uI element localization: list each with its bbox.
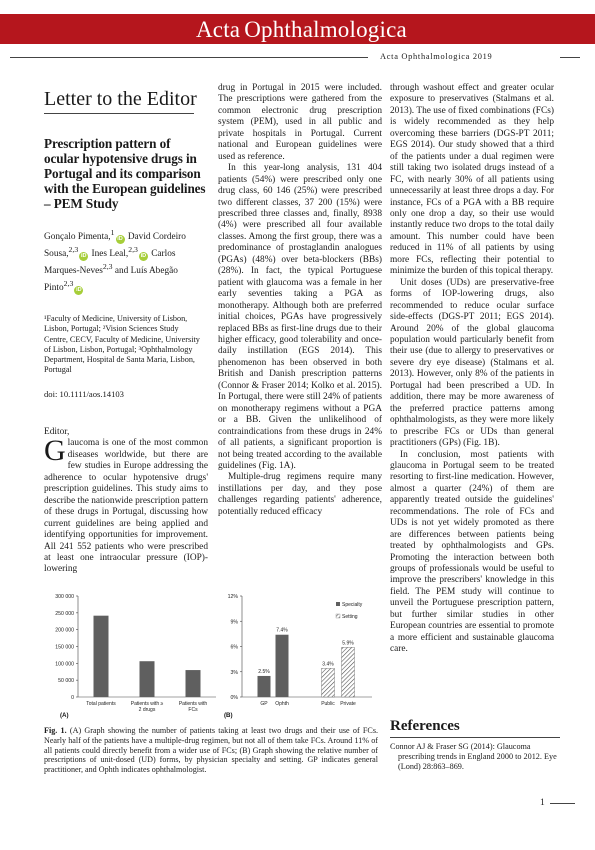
x-tick-label: Total patients — [86, 701, 116, 707]
panel-label: (A) — [60, 712, 69, 719]
orcid-icon[interactable]: iD — [117, 236, 123, 243]
author-sup: 2,3 — [68, 245, 79, 255]
author-sup: 2,3 — [102, 262, 113, 272]
x-tick-label: Public — [321, 701, 335, 707]
caption-text: (A) Graph showing the number of patients taking at least two drugs and their use of FCs. Nearly half of the patients have a multiple-drug regimen, but not all of them take FCs. Around 11% of all patients could directly benefit from a wider use of FCs; (B) Graph showing the relative number of prescriptions of unit-dosed (UD) forms, by physician specialty and setting. GP indicates general practitioner, and Ophth indicates ophthalmologist. — [44, 726, 378, 775]
running-head-rule-right — [560, 57, 580, 58]
body-paragraph — [44, 434, 208, 575]
y-tick-label: 0% — [230, 695, 238, 701]
data-label: 2.5% — [258, 668, 270, 675]
orcid-icon[interactable]: iD — [80, 253, 87, 260]
legend-swatch — [336, 614, 340, 618]
author-name: Gonçalo Pimenta, — [44, 232, 111, 243]
data-label: 7.4% — [276, 627, 288, 634]
body-paragraph-text: laucoma is one of the most common diseases worldwide, but there are few studies in Europe addressing the adherence to ocular hypotensive drugs' prescription guidelines. This study aims to describe the nationwide prescription pattern of these drugs in Portugal, discussing how current guidelines are being applied and identifying opportunities for improvement. All 241 552 patients who were prescribed at least one intraocular pressure (IOP)-lowering — [44, 438, 208, 575]
journal-title — [196, 18, 407, 41]
references-heading: References — [390, 718, 460, 734]
author-name: David Cordeiro Sousa, — [44, 232, 186, 260]
body-column-3 — [390, 83, 554, 656]
journal-title-lead: Acta — [196, 17, 241, 42]
body-column-1 — [44, 427, 208, 576]
salutation: Editor, — [44, 427, 70, 437]
affiliations: ¹Faculty of Medicine, University of Lisbon, Lisbon, Portugal; ²Vision Sciences Study Centre, CECV, Faculty of Medicine, University of Lisbon, Lisbon, Portugal; ³Ophthalmology Department, Hospital de Santa Maria, Lisbon, Portugal — [44, 314, 200, 375]
body-paragraph: Unit doses (UDs) are preservative-free forms of IOP-lowering drugs, also recommended to reduce ocular surface side-effects (DGS-PT 2011; EGS 2014). Around 20% of the global glaucoma population would particularly benefit from their use (due to allergy to preservatives or severe dry eye disease) (Stalmans et al. 2013). However, only 8% of the patients in Portugal had been prescribed a UD. In addition, there may be more awareness of the preferred practice patterns among ophthalmologists, as they were more likely to prescribe FCs or UDs than general practitioners (GPs) (Fig. 1B). — [390, 277, 554, 449]
body-column-2 — [218, 83, 382, 518]
x-tick-label: 2 drugs — [138, 707, 156, 713]
caption-label: Fig. 1. — [44, 726, 67, 735]
bar — [276, 635, 289, 697]
y-tick-label: 100 000 — [55, 661, 74, 668]
data-label: 3.4% — [322, 661, 334, 668]
y-tick-label: 6% — [230, 644, 238, 651]
body-paragraph: In conclusion, most patients with glaucoma in Portugal seem to be treated resorting to first-line medication. However, almost a quarter (24%) of them are apparently treated outside the guidelines' recommendations. The role of FCs and UDs is not yet widely promoted as there are differences between patients being treated by ophthalmologists and GPs. Promoting the interaction between both groups of professionals would be useful to improve the prescribers' knowledge in this field. The PEM study will continue to unveil the Portuguese prescription pattern, but further similar studies in other European countries are essential to promote a more efficient and sustainable glaucoma care. — [390, 449, 554, 655]
body-paragraph: through washout effect and greater ocular exposure to preservatives (Stalmans et al. 2013). The use of fixed combinations (FCs) is widely recommended as they help overcoming these barriers (DGS-PT 2011; EGS 2014). Our study showed that a third of the patients under a dual regimen were still taking two isolated drugs instead of a FC, with nearly 30% of all patients using unnecessarily at least three drops a day. For instance, FCs of a PGA with a BB require only one drop a day, so their use would instantly reduce two drops to the total daily amount. This number could have been reduced in 11% of all patients by using more FCs, reflecting their potential to minimize the burden of this topical therapy. — [390, 83, 554, 277]
running-head-rule — [10, 57, 368, 58]
y-tick-label: 200 000 — [55, 627, 74, 634]
y-tick-label: 300 000 — [55, 594, 74, 600]
doi-link[interactable]: doi: 10.1111/aos.14103 — [44, 389, 124, 399]
reference-item: Connor AJ & Fraser SG (2014): Glaucoma prescribing trends in England 2000 to 2012. Eye (Lond) 28:863–869. — [390, 742, 557, 771]
author-sup: 2,3 — [128, 245, 138, 255]
panel-label: (B) — [224, 712, 233, 719]
bar — [140, 661, 155, 697]
author-sup: 2,3 — [63, 278, 74, 288]
body-paragraph: drug in Portugal in 2015 were included. The prescriptions were gathered from the common electronic drug prescription system (PEM), used in all public and private hospitals in Portugal. Current national and European guidelines were used as reference. — [218, 83, 382, 162]
section-rule — [44, 113, 194, 114]
y-tick-label: 150 000 — [55, 644, 74, 651]
bar — [186, 670, 201, 697]
footer-rule — [550, 803, 575, 804]
orcid-icon[interactable]: iD — [76, 286, 82, 293]
references-rule — [390, 737, 560, 738]
running-head: Acta Ophthalmologica 2019 — [380, 52, 493, 61]
bar — [94, 616, 109, 697]
y-tick-label: 0 — [71, 695, 74, 701]
author-name: and Luís Abegão Pinto — [44, 266, 178, 293]
legend-label: Setting — [342, 614, 358, 620]
x-tick-label: GP — [260, 701, 268, 707]
body-paragraph: In this year-long analysis, 131 404 patients (54%) were prescribed only one drug class, 60 146 (25%) were prescribed two different classes, 37 200 (15%) were prescribed three classes and, finally, 8938 (4%) were prescribed all four available classes. Among the first group, there was a predominance of prostaglandin analogues (PGAs) (48%) over beta-blockers (BBs) (28%). In fact, the typical Portuguese patient with glaucoma was a female in her early seventies taking a PGA as monotherapy. Although both are preferred initial choices, PGAs have progressively replaced BBs as first-line drugs due to their higher efficacy, good tolerability and once-daily instillation (EGS 2014). This phenomenon has been observed in both British and Danish prescription patterns (Connor & Fraser 2014; Kolko et al. 2015). In Portugal, there were still 24% of patients on monotherapy regimens without a PGA or a BB. Given the unlikelihood of contraindications from these drugs in 24% of all patients, a significant proportion is not being treated according to the available guidelines (Fig. 1A). — [218, 163, 382, 471]
author-list — [44, 227, 204, 295]
x-tick-label: Ophth — [275, 701, 289, 707]
x-tick-label: Patients with ≥ — [130, 701, 164, 707]
journal-title-rest: Ophthalmologica — [244, 17, 407, 42]
x-tick-label: FCs — [188, 707, 198, 713]
legend-label: Specialty — [342, 602, 363, 608]
article-title: Prescription pattern of ocular hypotensive drugs in Portugal and its comparison with the European guidelines – PEM Study — [44, 136, 206, 211]
y-tick-label: 9% — [230, 619, 238, 626]
author-name: Carlos Marques-Neves — [44, 249, 176, 277]
bar — [342, 647, 355, 697]
y-tick-label: 50 000 — [58, 678, 74, 685]
x-tick-label: Patients with — [178, 701, 208, 707]
orcid-icon[interactable]: iD — [140, 253, 147, 260]
x-tick-label: Private — [340, 701, 356, 707]
data-label: 5.9% — [342, 640, 354, 647]
drop-cap: G — [44, 434, 66, 468]
legend-swatch — [336, 602, 340, 606]
section-heading: Letter to the Editor — [44, 88, 197, 110]
y-tick-label: 3% — [230, 669, 238, 676]
body-paragraph: Multiple-drug regimens require many instillations per day, and they pose challenges regarding patients' adherence, potentially reduced efficacy — [218, 472, 382, 517]
page-number: 1 — [540, 798, 545, 808]
author-sup: 1 — [110, 228, 115, 237]
y-tick-label: 250 000 — [55, 610, 74, 617]
author-name: Ines Leal, — [89, 249, 129, 260]
bar — [258, 676, 271, 697]
y-tick-label: 12% — [227, 594, 238, 600]
figure-caption — [44, 726, 378, 775]
figure-1a-chart — [44, 590, 220, 720]
bar — [322, 668, 335, 697]
figure-1b-chart — [222, 590, 382, 720]
